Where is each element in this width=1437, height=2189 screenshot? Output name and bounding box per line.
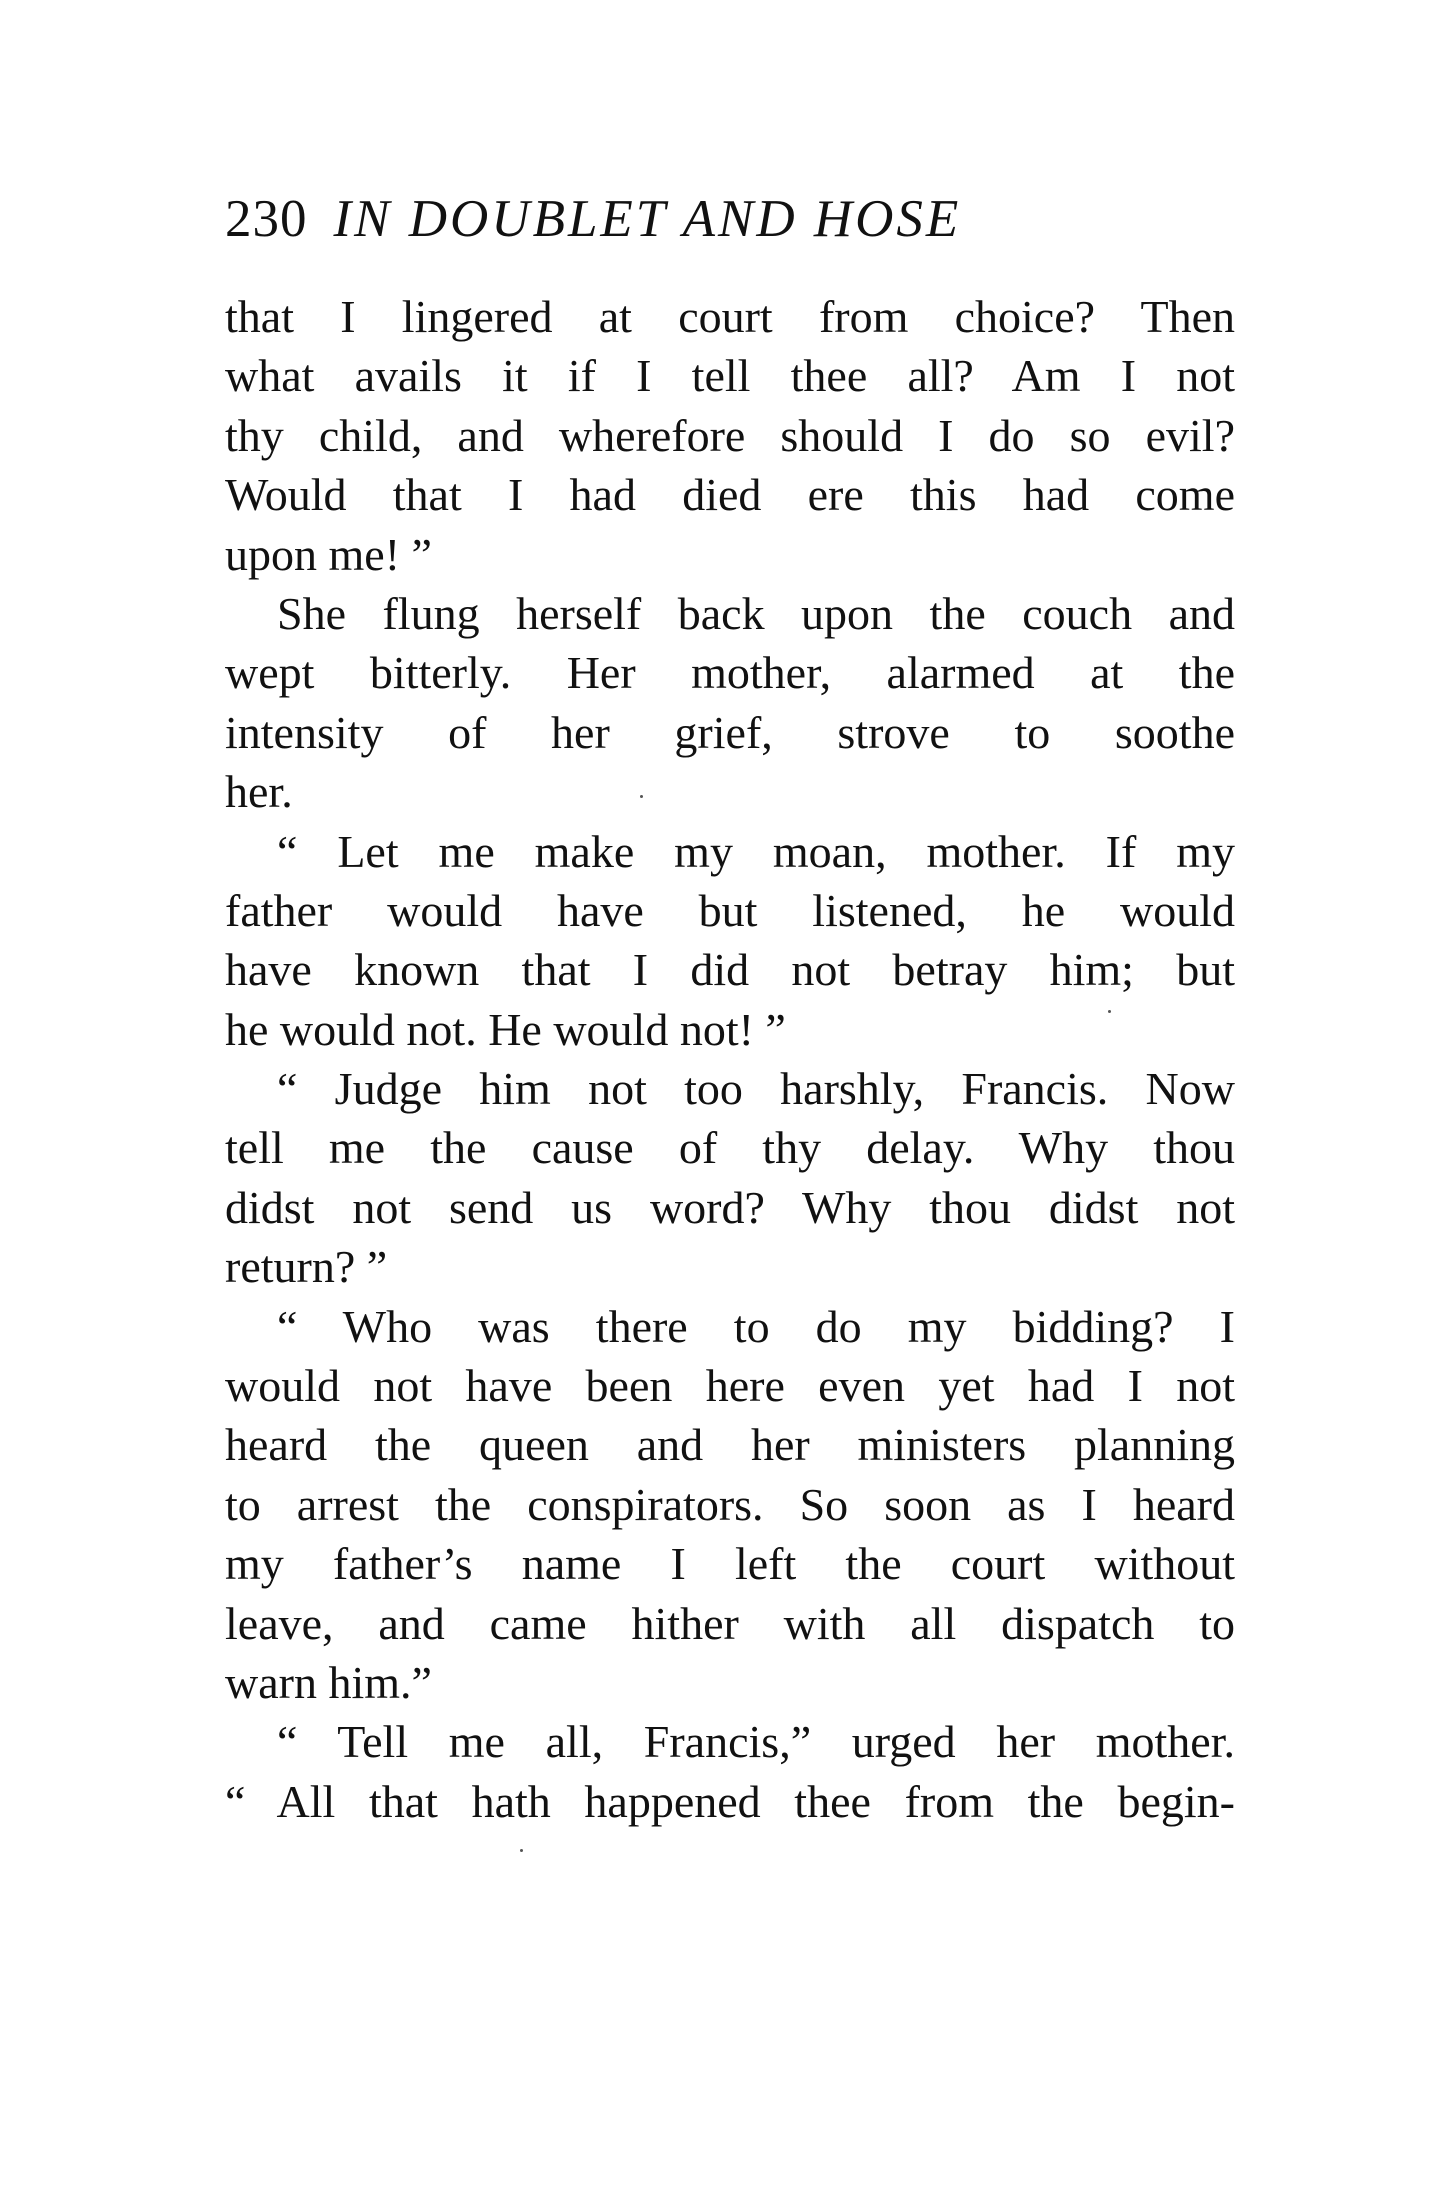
text-line: that I lingered at court from choice? Then xyxy=(225,291,1235,342)
text-line: “ Let me make my moan, mother. If my xyxy=(277,825,1235,877)
text-line: warn him.” xyxy=(225,1656,432,1708)
text-line: Would that I had died ere this had come xyxy=(225,469,1235,521)
text-line: wept bitterly. Her mother, alarmed at the xyxy=(225,647,1235,699)
text-line: tell me the cause of thy delay. Why thou xyxy=(225,1122,1235,1174)
page-number: 230 xyxy=(225,190,308,248)
text-line: “ Who was there to do my bidding? I xyxy=(277,1300,1235,1352)
text-line: would not have been here even yet had I not xyxy=(225,1360,1235,1412)
text-line: leave, and came hither with all dispatch to xyxy=(225,1597,1235,1649)
page-header xyxy=(225,183,1235,255)
text-line: She flung herself back upon the couch and xyxy=(277,587,1235,639)
text-line: “ All that hath happened thee from the begin- xyxy=(225,1775,1235,1827)
text-line: didst not send us word? Why thou didst not xyxy=(225,1181,1235,1233)
print-speck xyxy=(1108,1010,1111,1013)
text-line: he would not. He would not! ” xyxy=(225,1003,786,1055)
text-line: upon me! ” xyxy=(225,528,432,580)
text-line: thy child, and wherefore should I do so evil? xyxy=(225,409,1235,461)
running-title: IN DOUBLET AND HOSE xyxy=(333,190,962,248)
text-line: intensity of her grief, strove to soothe xyxy=(225,706,1235,758)
text-line: her. xyxy=(225,766,293,818)
text-line: to arrest the conspirators. So soon as I heard xyxy=(225,1478,1235,1530)
print-speck xyxy=(640,795,643,798)
text-line: father would have but listened, he would xyxy=(225,884,1235,936)
print-speck xyxy=(520,1849,523,1852)
text-line: what avails it if I tell thee all? Am I not xyxy=(225,350,1235,402)
text-line: have known that I did not betray him; but xyxy=(225,944,1235,996)
text-line: “ Tell me all, Francis,” urged her mother. xyxy=(277,1716,1235,1768)
text-line: heard the queen and her ministers planning xyxy=(225,1419,1235,1471)
body-text xyxy=(225,287,1235,1831)
text-line: my father’s name I left the court without xyxy=(225,1538,1235,1590)
text-line: return? ” xyxy=(225,1241,388,1293)
text-line: “ Judge him not too harshly, Francis. Now xyxy=(277,1063,1235,1115)
